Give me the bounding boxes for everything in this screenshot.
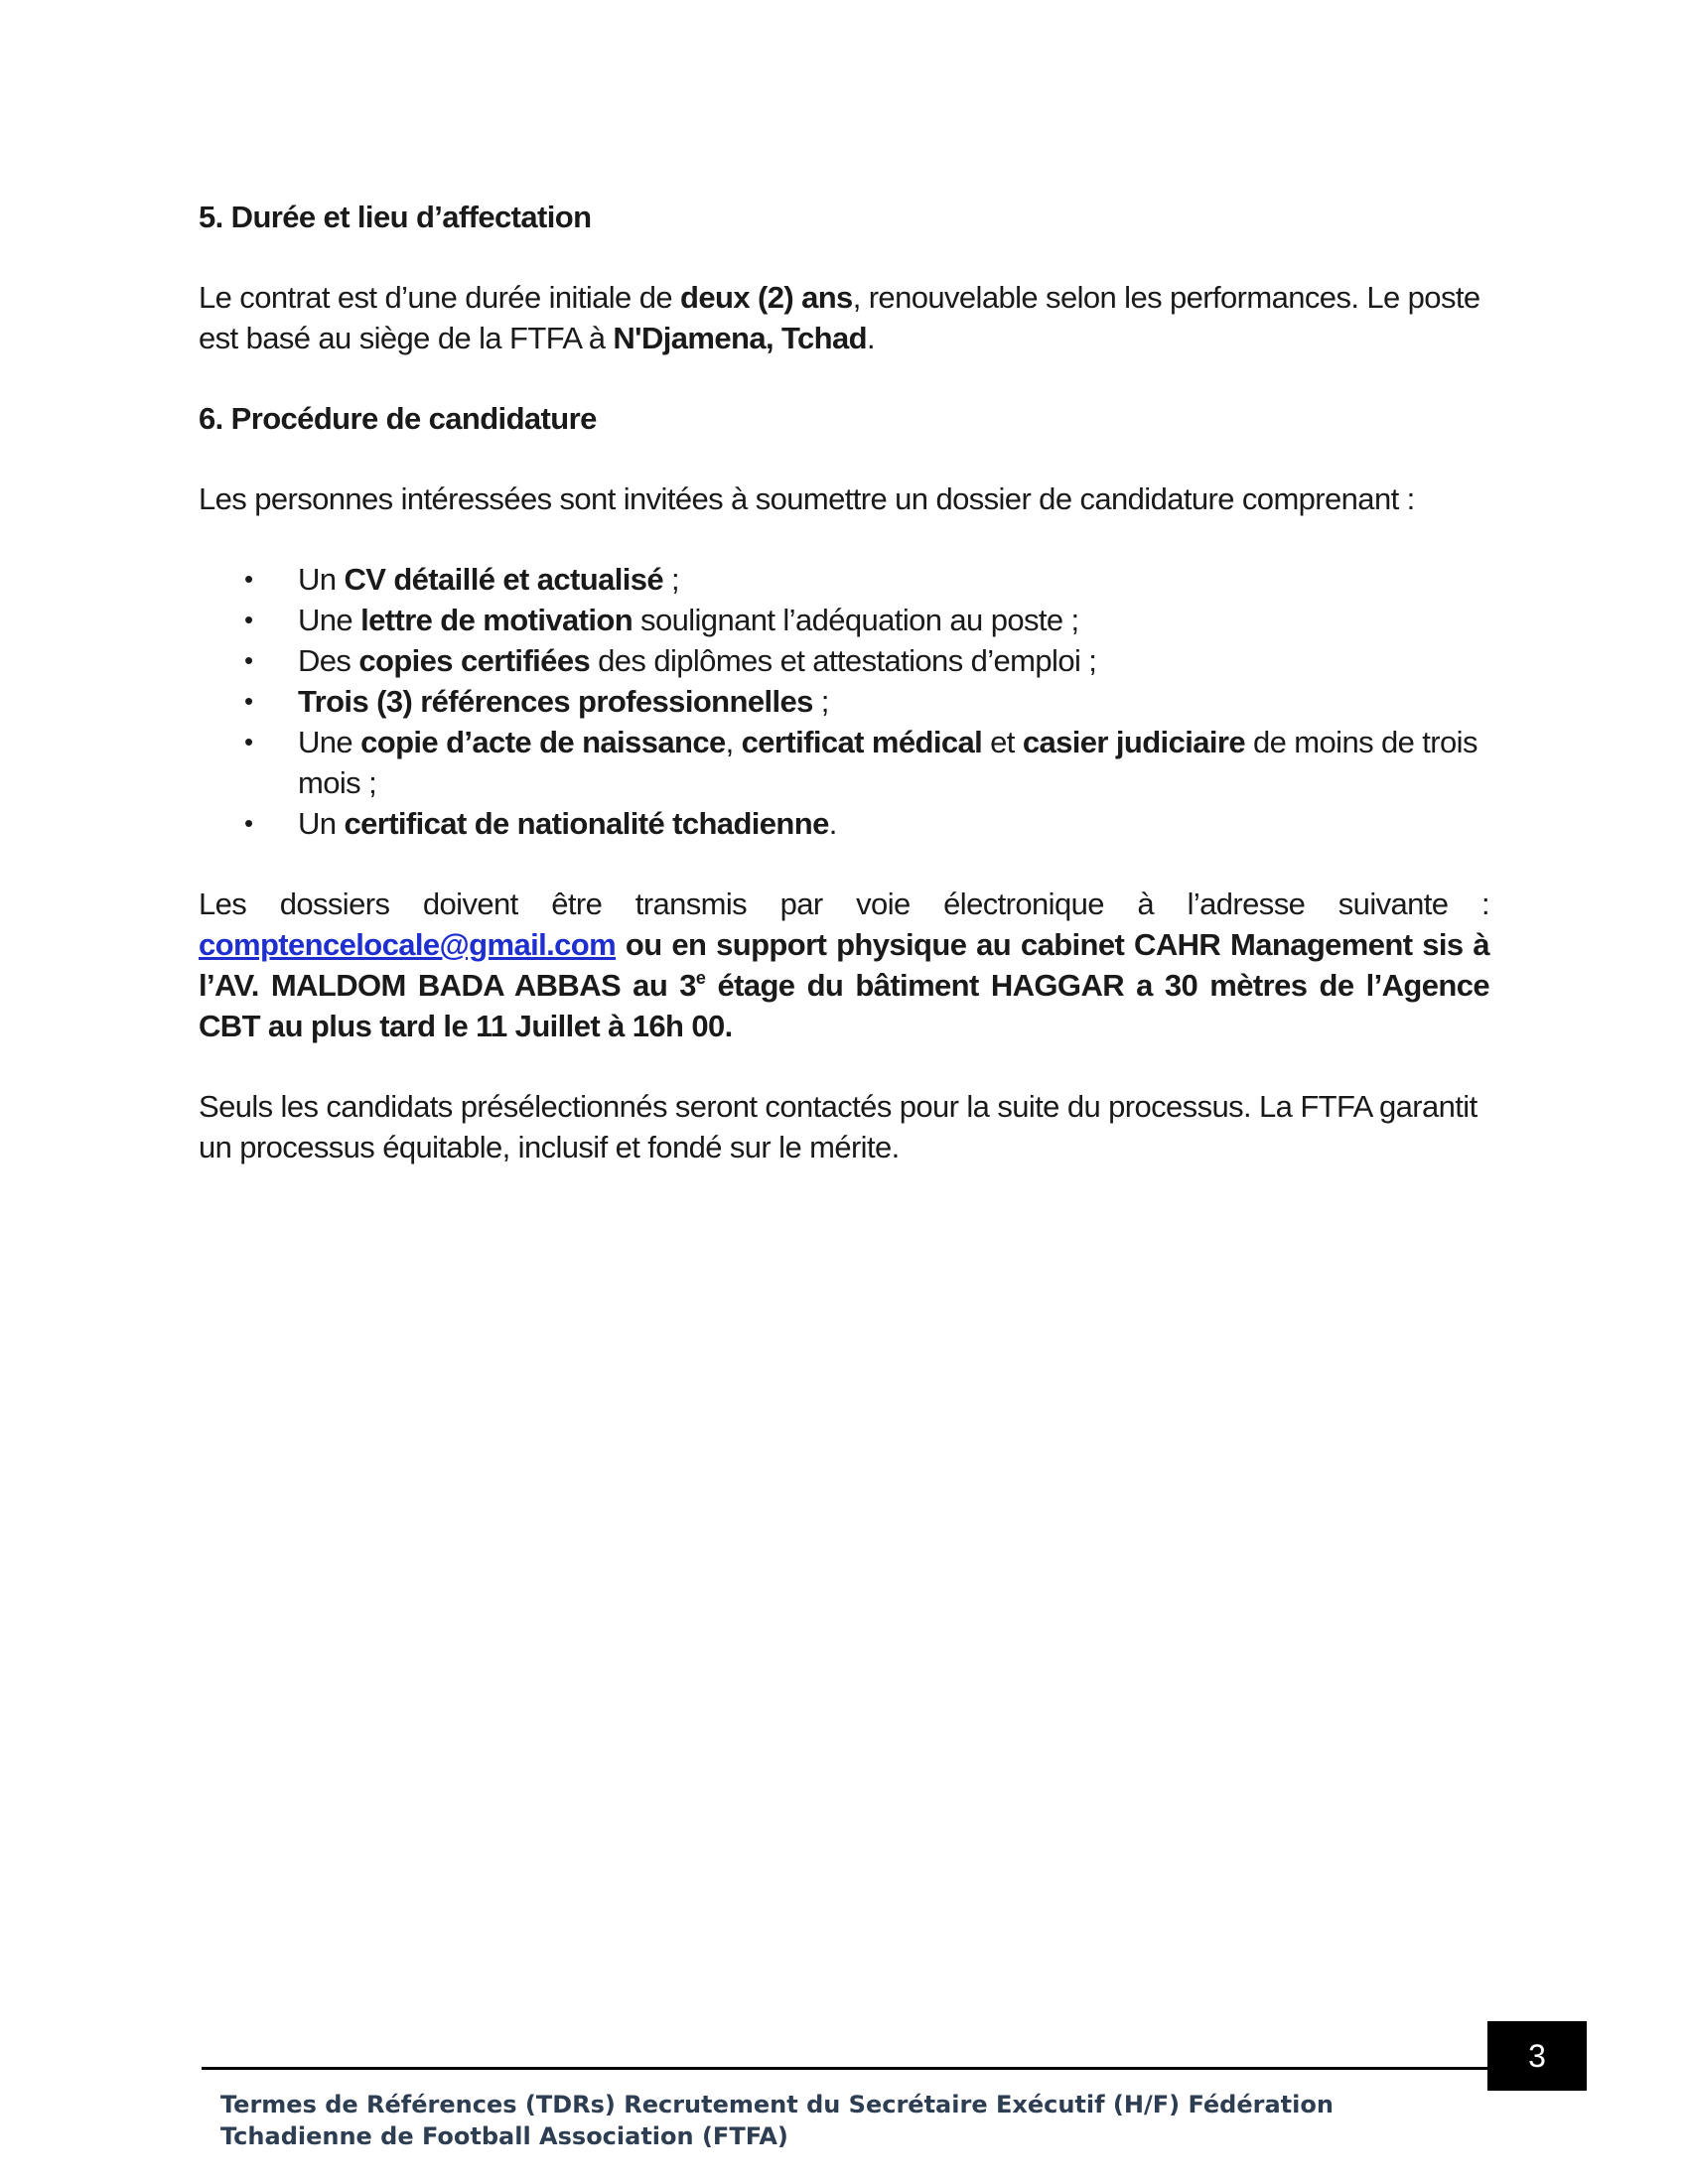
- bullet-icon: •: [244, 727, 253, 756]
- bullet-icon: •: [244, 808, 253, 838]
- bullet-icon: •: [244, 605, 253, 634]
- item-bold: certificat médical: [741, 725, 983, 759]
- list-item: [199, 803, 1489, 844]
- bullet-icon: •: [244, 564, 253, 594]
- submission-address: ou en support physique au cabinet CAHR Management sis à l’AV. MALDOM BADA ABBAS au 3: [199, 927, 1489, 1003]
- item-bold: copies certifiées: [358, 643, 591, 678]
- required-documents-list: [199, 559, 1489, 844]
- document-body: [199, 197, 1489, 1167]
- item-bold: lettre de motivation: [360, 603, 633, 637]
- contract-location: N'Djamena, Tchad: [613, 321, 867, 355]
- item-text: Un: [298, 562, 345, 597]
- email-link[interactable]: comptencelocale@gmail.com: [199, 927, 617, 962]
- closing-paragraph: Seuls les candidats présélectionnés seront contactés pour la suite du processus. La FTFA garantit un processus équitable, inclusif et fondé sur le mérite.: [199, 1089, 1477, 1164]
- submission-text: Les dossiers doivent être transmis par voie électronique à l’adresse suivante :: [199, 887, 1489, 921]
- section-5-heading: 5. Durée et lieu d’affectation: [199, 200, 592, 234]
- item-bold: Trois (3) références professionnelles: [298, 684, 813, 719]
- item-bold: copie d’acte de naissance: [360, 725, 726, 759]
- item-text: ;: [663, 562, 680, 597]
- section-6-heading: 6. Procédure de candidature: [199, 401, 597, 436]
- item-text: de moins de trois mois ;: [298, 725, 1477, 800]
- list-item: [199, 722, 1489, 803]
- item-text: Une: [298, 603, 361, 637]
- list-item: [199, 681, 1489, 722]
- contract-text-3: .: [867, 321, 876, 355]
- footer-divider: [202, 2067, 1489, 2070]
- item-text: Un: [298, 806, 345, 841]
- item-text: Une: [298, 725, 361, 759]
- list-item: [199, 600, 1489, 640]
- item-text: Des: [298, 643, 359, 678]
- bullet-icon: •: [244, 686, 253, 716]
- footer-title: Termes de Références (TDRs) Recrutement du Secrétaire Exécutif (H/F) Fédération Tchadienne de Football Association (FTFA): [220, 2091, 1334, 2150]
- bullet-icon: •: [244, 645, 253, 675]
- item-text: .: [828, 806, 837, 841]
- contract-paragraph: [199, 277, 1489, 358]
- item-text: ;: [812, 684, 829, 719]
- page-number: 3: [1487, 2021, 1587, 2091]
- item-bold: casier judiciaire: [1022, 725, 1245, 759]
- submission-deadline: étage du bâtiment HAGGAR a 30 mètres de l’Agence CBT au plus tard le 11 Juillet à 16h 00.: [199, 968, 1489, 1043]
- item-text: des diplômes et attestations d’emploi ;: [590, 643, 1097, 678]
- list-item: [199, 559, 1489, 600]
- floor-superscript: e: [695, 968, 706, 988]
- contract-duration: deux (2) ans: [680, 280, 853, 315]
- item-text: ,: [725, 725, 742, 759]
- application-intro: Les personnes intéressées sont invitées à soumettre un dossier de candidature comprenant :: [199, 481, 1415, 516]
- item-text: soulignant l’adéquation au poste ;: [633, 603, 1079, 637]
- contract-text-2: , renouvelable selon les performances. Le poste est basé au siège de la FTFA à: [199, 280, 1480, 355]
- submission-paragraph: [199, 884, 1489, 1046]
- item-bold: CV détaillé et actualisé: [344, 562, 664, 597]
- list-item: [199, 640, 1489, 681]
- item-text: et: [982, 725, 1023, 759]
- contract-text: Le contrat est d’une durée initiale de: [199, 280, 680, 315]
- item-bold: certificat de nationalité tchadienne: [344, 806, 829, 841]
